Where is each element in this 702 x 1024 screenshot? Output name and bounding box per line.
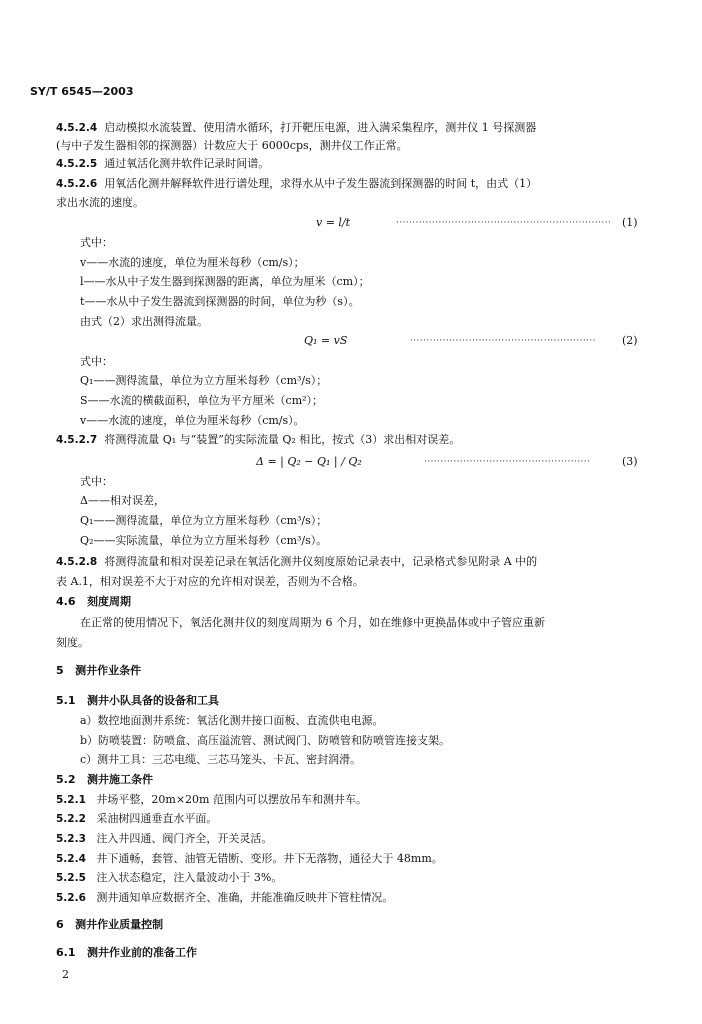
clause-number: 5.2.5 bbox=[56, 872, 86, 884]
clause-4-5-2-8 bbox=[56, 555, 537, 569]
clause-text: 井场平整，20m×20m 范围内可以摆放吊车和测井车。 bbox=[96, 793, 367, 806]
clause-4-5-2-8-cont: 表 A.1，相对误差不大于对应的允许相对误差，否则为不合格。 bbox=[56, 575, 364, 588]
standard-code-header: SY/T 6545—2003 bbox=[30, 85, 134, 98]
clause-text: 注入状态稳定，注入量波动小于 3%。 bbox=[96, 871, 283, 884]
clause-number: 4.5.2.7 bbox=[56, 434, 98, 446]
clause-number: 5.2.4 bbox=[56, 853, 86, 865]
clause-text: 将测得流量和相对误差记录在氧活化测井仪刻度原始记录表中，记录格式参见附录 A 中的 bbox=[104, 555, 538, 568]
equation-2-label: (2) bbox=[622, 334, 638, 347]
clause-4-5-2-7 bbox=[56, 433, 460, 447]
symbol-definition: Δ——相对误差， bbox=[80, 494, 165, 507]
list-item-b: b）防喷装置：防喷盒、高压溢流管、测试阀门、防喷管和防喷管连接支架。 bbox=[80, 734, 451, 747]
clause-text: 采油树四通垂直水平面。 bbox=[96, 812, 218, 825]
clause-text: 将测得流量 Q₁ 与“装置”的实际流量 Q₂ 相比，按式（3）求出相对误差。 bbox=[104, 433, 461, 446]
clause-text: 测井通知单应数据齐全、准确，并能准确反映井下管柱情况。 bbox=[96, 891, 394, 904]
section-5-2-heading bbox=[56, 773, 153, 786]
section-title: 测井作业质量控制 bbox=[75, 918, 164, 931]
clause-text: 通过氧活化测井软件记录时间谱。 bbox=[104, 157, 270, 170]
clause-number: 5.2.3 bbox=[56, 833, 86, 845]
equation-3: Δ = | Q₂ − Q₁ | / Q₂ bbox=[256, 455, 362, 468]
where-label-1: 式中： bbox=[80, 236, 113, 249]
clause-4-5-2-5 bbox=[56, 157, 269, 171]
equation-leader-dots: ··················································· bbox=[424, 457, 591, 467]
equation-2: Q₁ = vS bbox=[304, 334, 348, 347]
section-number: 5.1 bbox=[56, 694, 76, 707]
clause-number: 5.2.1 bbox=[56, 794, 86, 806]
clause-text: 用氧活化测井解释软件进行谱处理，求得水从中子发生器流到探测器的时间 t，由式（1） bbox=[104, 177, 538, 190]
section-number: 6 bbox=[56, 918, 64, 931]
symbol-definition: Q₂——实际流量，单位为立方厘米每秒（cm³/s）。 bbox=[80, 534, 328, 547]
clause-5-2-4 bbox=[56, 852, 443, 866]
equation-leader-dots: ························································· bbox=[410, 336, 596, 346]
clause-text: 启动模拟水流装置、使用清水循环，打开靶压电源，进入满采集程序，测井仪 1 号探测器 bbox=[104, 121, 537, 134]
symbol-definition: Q₁——测得流量，单位为立方厘米每秒（cm³/s）； bbox=[80, 374, 328, 387]
clause-5-2-2 bbox=[56, 812, 217, 826]
clause-number: 4.5.2.6 bbox=[56, 178, 98, 190]
equation-1: v = l/t bbox=[316, 216, 351, 229]
equation-3-label: (3) bbox=[622, 455, 638, 468]
clause-text: 注入井四通、阀门齐全，开关灵活。 bbox=[96, 832, 273, 845]
clause-number: 4.5.2.4 bbox=[56, 122, 98, 134]
clause-5-2-3 bbox=[56, 832, 272, 846]
list-item-a: a）数控地面测井系统：氧活化测井接口面板、直流供电电源。 bbox=[80, 714, 384, 727]
clause-4-5-2-4-cont: (与中子发生器相邻的探测器）计数应大于 6000cps，测井仪工作正常。 bbox=[56, 139, 408, 152]
clause-number: 4.5.2.5 bbox=[56, 158, 98, 170]
section-number: 5 bbox=[56, 664, 64, 677]
clause-4-5-2-6 bbox=[56, 177, 537, 191]
paragraph-4-6-cont: 刻度。 bbox=[56, 636, 89, 649]
section-title: 测井施工条件 bbox=[87, 773, 153, 786]
clause-number: 5.2.2 bbox=[56, 813, 86, 825]
section-title: 测井作业条件 bbox=[75, 664, 142, 677]
section-5-heading bbox=[56, 664, 141, 677]
clause-5-2-5 bbox=[56, 871, 282, 885]
symbol-definition: v——水流的速度，单位为厘米每秒（cm/s）。 bbox=[80, 414, 305, 427]
symbol-definition: t——水从中子发生器流到探测器的时间，单位为秒（s）。 bbox=[80, 295, 360, 308]
section-5-1-heading bbox=[56, 694, 219, 707]
clause-number: 4.5.2.8 bbox=[56, 556, 98, 568]
where-label-3: 式中： bbox=[80, 475, 113, 488]
page-number: 2 bbox=[62, 968, 69, 981]
where-label-2: 式中： bbox=[80, 355, 113, 368]
paragraph-4-6: 在正常的使用情况下，氧活化测井仪的刻度周期为 6 个月，如在维修中更换晶体或中子管应重新 bbox=[80, 616, 545, 629]
clause-4-5-2-6-cont: 求出水流的速度。 bbox=[56, 196, 144, 209]
section-title: 刻度周期 bbox=[87, 595, 131, 608]
equation-1-label: (1) bbox=[622, 216, 638, 229]
symbol-definition: v——水流的速度，单位为厘米每秒（cm/s）； bbox=[80, 256, 305, 269]
section-number: 6.1 bbox=[56, 946, 76, 959]
symbol-definition: l——水从中子发生器到探测器的距离，单位为厘米（cm）； bbox=[80, 275, 370, 288]
section-4-6-heading bbox=[56, 595, 131, 608]
clause-5-2-6 bbox=[56, 891, 393, 905]
symbol-definition: Q₁——测得流量，单位为立方厘米每秒（cm³/s）； bbox=[80, 514, 328, 527]
section-title: 测井小队具备的设备和工具 bbox=[87, 694, 219, 707]
section-number: 4.6 bbox=[56, 595, 76, 608]
equation-2-intro: 由式（2）求出测得流量。 bbox=[80, 315, 208, 328]
clause-text: 井下通畅，套管、油管无错断、变形。井下无落物，通径大于 48mm。 bbox=[96, 852, 443, 865]
section-title: 测井作业前的准备工作 bbox=[87, 946, 197, 959]
section-6-1-heading bbox=[56, 946, 197, 959]
list-item-c: c）测井工具：三芯电缆、三芯马笼头、卡瓦、密封润滑。 bbox=[80, 753, 362, 766]
symbol-definition: S——水流的横截面积，单位为平方厘米（cm²）； bbox=[80, 394, 324, 407]
clause-4-5-2-4 bbox=[56, 121, 536, 135]
section-number: 5.2 bbox=[56, 773, 76, 786]
section-6-heading bbox=[56, 918, 163, 931]
clause-5-2-1 bbox=[56, 793, 367, 807]
clause-number: 5.2.6 bbox=[56, 892, 86, 904]
equation-leader-dots: ·································································· bbox=[396, 218, 612, 228]
